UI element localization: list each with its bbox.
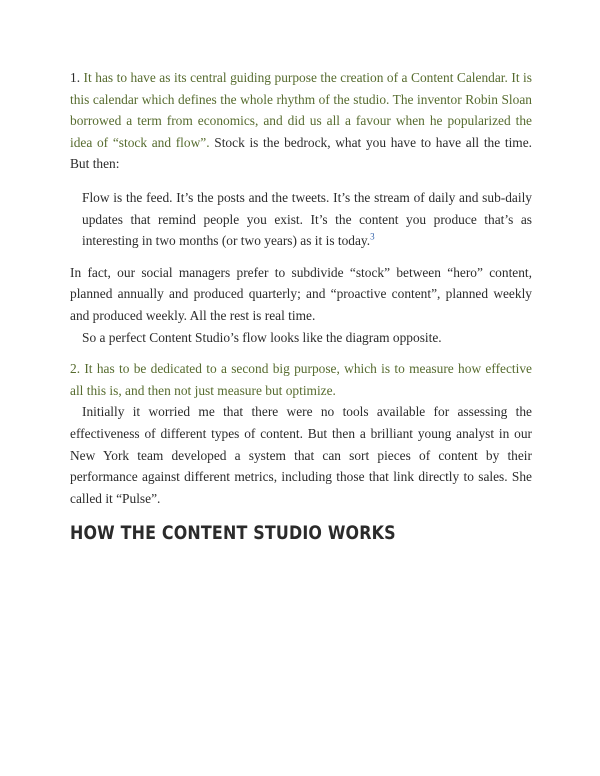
point-1-number: 1. bbox=[70, 70, 81, 85]
footnote-link[interactable]: 3 bbox=[370, 231, 375, 242]
quote-text: Flow is the feed. It’s the posts and the tweets. It’s the stream of daily and sub-daily updates that remind people you exist. It’s the content you produce that’s as interesting in two months (or two years) as it is today. bbox=[82, 189, 532, 249]
spacer bbox=[70, 348, 532, 358]
pulse-paragraph: Initially it worried me that there were no tools available for assessing the effectiveness of different types of content. But then a brilliant young analyst in our New York team developed a system that can sort pieces of content by their performance against different metrics, including those that link directly to sales. She called it “Pulse”. bbox=[70, 404, 532, 506]
point-1-rest: Stock is the bedrock, what you have to have all the time. But then: bbox=[70, 134, 533, 172]
block-quote bbox=[82, 187, 532, 252]
stock-paragraph: In fact, our social managers prefer to subdivide “stock” between “hero” content, planned annually and produced quarterly; and “proactive content”, planned weekly and produced weekly. All the rest is real time. bbox=[70, 264, 532, 323]
point-2-paragraph: 2. It has to be dedicated to a second big purpose, which is to measure how effective all this is, and then not just measure but optimize. bbox=[70, 361, 532, 398]
page-body bbox=[70, 67, 532, 544]
section-heading: HOW THE CONTENT STUDIO WORKS bbox=[70, 523, 396, 545]
flow-paragraph: So a perfect Content Studio’s flow looks like the diagram opposite. bbox=[82, 329, 442, 345]
point-1-paragraph bbox=[70, 67, 532, 175]
point-1-lead: It has to have as its central guiding purpose the creation of a Content Calendar. It is this calendar which defines the whole rhythm of the studio. The inventor Robin Sloan borrowed a term from economics, and did us all a favour when he popularized the idea of “stock and flow”. bbox=[70, 70, 532, 150]
